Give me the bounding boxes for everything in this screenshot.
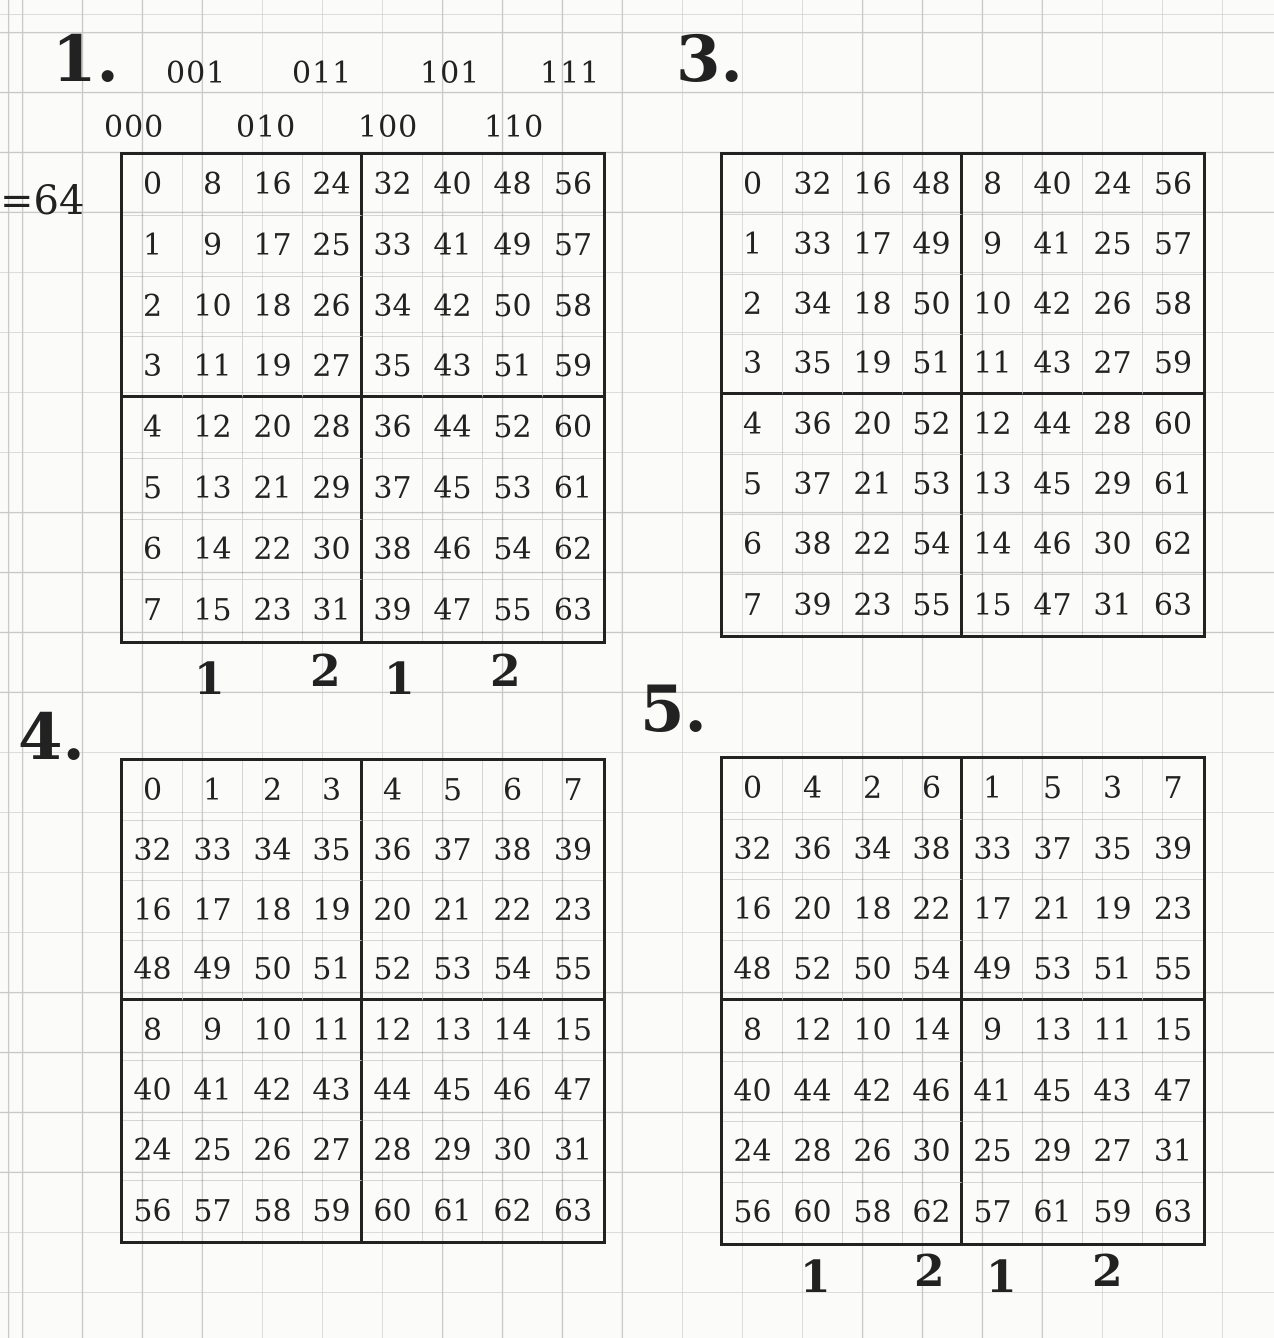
table-cell: 52	[903, 395, 963, 455]
table-cell: 36	[783, 820, 843, 881]
table-cell: 10	[963, 275, 1023, 335]
table-cell: 39	[1143, 820, 1203, 881]
table-cell: 53	[483, 459, 543, 520]
table-cell: 18	[843, 880, 903, 941]
table-cell: 62	[483, 1181, 543, 1241]
table-cell: 16	[123, 881, 183, 941]
table-cell: 5	[1023, 759, 1083, 820]
table-cell: 61	[1143, 455, 1203, 515]
table-cell: 8	[723, 1001, 783, 1062]
table-cell: 29	[303, 459, 363, 520]
table-cell: 23	[1143, 880, 1203, 941]
table-cell: 10	[843, 1001, 903, 1062]
table-cell: 39	[363, 580, 423, 641]
table-cell: 13	[423, 1001, 483, 1061]
table-cell: 44	[783, 1062, 843, 1123]
table-cell: 11	[1083, 1001, 1143, 1062]
table-cell: 39	[543, 821, 603, 881]
table-cell: 35	[303, 821, 363, 881]
table-cell: 21	[843, 455, 903, 515]
table-cell: 15	[543, 1001, 603, 1061]
section-3-label: 3.	[676, 22, 743, 97]
table-cell: 1	[723, 215, 783, 275]
table-cell: 17	[963, 880, 1023, 941]
footer-label: 2	[1092, 1246, 1123, 1297]
table-cell: 1	[123, 216, 183, 277]
table-cell: 44	[1023, 395, 1083, 455]
table-cell: 34	[243, 821, 303, 881]
table-cell: 47	[1023, 575, 1083, 635]
table-cell: 24	[1083, 155, 1143, 215]
table-cell: 7	[723, 575, 783, 635]
table-cell: 4	[723, 395, 783, 455]
table-cell: 12	[183, 398, 243, 459]
table-cell: 59	[1143, 335, 1203, 395]
table-cell: 33	[963, 820, 1023, 881]
table-cell: 32	[783, 155, 843, 215]
table-cell: 14	[183, 520, 243, 581]
table-cell: 57	[543, 216, 603, 277]
table-cell: 3	[723, 335, 783, 395]
table-cell: 41	[183, 1061, 243, 1121]
table-cell: 38	[483, 821, 543, 881]
table-cell: 33	[363, 216, 423, 277]
table-cell: 40	[123, 1061, 183, 1121]
table-cell: 43	[423, 337, 483, 398]
table-cell: 37	[783, 455, 843, 515]
table-cell: 21	[1023, 880, 1083, 941]
table-cell: 62	[1143, 515, 1203, 575]
table-cell: 52	[783, 941, 843, 1002]
table-cell: 59	[303, 1181, 363, 1241]
table-cell: 24	[123, 1121, 183, 1181]
section-5-label: 5.	[640, 672, 707, 747]
table-cell: 16	[243, 155, 303, 216]
table-cell: 19	[1083, 880, 1143, 941]
table-cell: 57	[183, 1181, 243, 1241]
table-cell: 56	[723, 1183, 783, 1244]
table-cell: 1	[183, 761, 243, 821]
table-cell: 11	[183, 337, 243, 398]
table-cell: 10	[183, 277, 243, 338]
table-cell: 47	[423, 580, 483, 641]
footer-label: 1	[800, 1252, 831, 1303]
table-section-3	[720, 152, 1206, 638]
table-cell: 23	[243, 580, 303, 641]
table-cell: 28	[783, 1122, 843, 1183]
table-cell: 19	[243, 337, 303, 398]
table-cell: 35	[363, 337, 423, 398]
table-cell: 9	[963, 1001, 1023, 1062]
table-cell: 17	[843, 215, 903, 275]
section-1-label: 1.	[52, 22, 119, 97]
table-cell: 53	[1023, 941, 1083, 1002]
table-cell: 37	[1023, 820, 1083, 881]
footer-label: 2	[490, 646, 521, 697]
table-cell: 42	[843, 1062, 903, 1123]
table-cell: 16	[843, 155, 903, 215]
table-cell: 54	[483, 941, 543, 1001]
table-cell: 46	[423, 520, 483, 581]
table-cell: 20	[243, 398, 303, 459]
table-cell: 8	[123, 1001, 183, 1061]
bit-label: 110	[484, 110, 545, 145]
table-cell: 0	[123, 761, 183, 821]
table-cell: 4	[123, 398, 183, 459]
table-cell: 3	[303, 761, 363, 821]
table-cell: 37	[423, 821, 483, 881]
table-cell: 27	[303, 337, 363, 398]
table-cell: 10	[243, 1001, 303, 1061]
table-cell: 15	[1143, 1001, 1203, 1062]
table-cell: 0	[723, 155, 783, 215]
table-cell: 30	[483, 1121, 543, 1181]
table-cell: 9	[183, 216, 243, 277]
table-cell: 5	[423, 761, 483, 821]
table-cell: 22	[243, 520, 303, 581]
table-cell: 40	[723, 1062, 783, 1123]
table-cell: 27	[1083, 1122, 1143, 1183]
table-cell: 3	[123, 337, 183, 398]
table-cell: 63	[1153, 1195, 1193, 1231]
table-cell: 53	[423, 941, 483, 1001]
table-cell: 9	[183, 1001, 243, 1061]
footer-label: 1	[986, 1252, 1017, 1303]
table-cell: 37	[363, 459, 423, 520]
bit-label: 000	[104, 110, 165, 145]
table-cell: 29	[1083, 455, 1143, 515]
table-cell: 26	[1083, 275, 1143, 335]
table-cell: 56	[123, 1181, 183, 1241]
table-cell: 49	[963, 941, 1023, 1002]
table-cell: 46	[903, 1062, 963, 1123]
table-cell: 41	[963, 1062, 1023, 1123]
table-cell: 55	[903, 575, 963, 635]
bit-label: 111	[540, 56, 601, 91]
table-cell: 63	[1153, 587, 1193, 623]
table-cell: 61	[423, 1181, 483, 1241]
table-cell: 45	[423, 1061, 483, 1121]
table-cell: 38	[783, 515, 843, 575]
table-cell: 55	[543, 941, 603, 1001]
table-cell: 40	[1023, 155, 1083, 215]
table-cell: 23	[843, 575, 903, 635]
footer-label: 1	[194, 654, 225, 705]
section-4-label: 4.	[18, 700, 85, 775]
table-cell: 25	[1083, 215, 1143, 275]
table-cell: 62	[543, 520, 603, 581]
table-cell: 63	[553, 1193, 593, 1229]
table-cell: 22	[843, 515, 903, 575]
bit-label: 010	[236, 110, 297, 145]
table-cell: 20	[843, 395, 903, 455]
table-cell: 55	[483, 580, 543, 641]
table-cell: 46	[1023, 515, 1083, 575]
table-cell: 27	[303, 1121, 363, 1181]
bit-label: 001	[166, 56, 227, 91]
table-cell: 29	[423, 1121, 483, 1181]
table-cell: 22	[483, 881, 543, 941]
table-cell: 34	[363, 277, 423, 338]
table-cell: 36	[363, 821, 423, 881]
table-cell: 60	[783, 1183, 843, 1244]
table-cell: 17	[243, 216, 303, 277]
table-cell: 43	[1023, 335, 1083, 395]
table-cell: 33	[183, 821, 243, 881]
table-cell: 13	[963, 455, 1023, 515]
table-cell: 6	[903, 759, 963, 820]
table-cell: 60	[363, 1181, 423, 1241]
table-cell: 14	[903, 1001, 963, 1062]
table-cell: 2	[123, 277, 183, 338]
table-cell: 61	[543, 459, 603, 520]
table-cell: 16	[723, 880, 783, 941]
table-cell: 42	[423, 277, 483, 338]
table-cell: 35	[783, 335, 843, 395]
table-cell: 49	[903, 215, 963, 275]
table-cell: 14	[483, 1001, 543, 1061]
table-cell: 25	[303, 216, 363, 277]
table-cell: 38	[363, 520, 423, 581]
table-cell: 17	[183, 881, 243, 941]
table-cell: 41	[423, 216, 483, 277]
table-cell: 19	[843, 335, 903, 395]
table-cell: 58	[543, 277, 603, 338]
table-cell: 36	[363, 398, 423, 459]
table-cell: 13	[1023, 1001, 1083, 1062]
table-cell: 62	[903, 1183, 963, 1244]
table-cell: 31	[1143, 1122, 1203, 1183]
footer-label: 1	[384, 654, 415, 705]
table-cell: 6	[123, 520, 183, 581]
table-cell: 11	[303, 1001, 363, 1061]
table-cell: 58	[843, 1183, 903, 1244]
table-cell: 63	[553, 593, 593, 629]
table-cell: 31	[303, 580, 363, 641]
table-cell: 24	[303, 155, 363, 216]
table-cell: 14	[963, 515, 1023, 575]
table-cell: 43	[303, 1061, 363, 1121]
table-cell: 1	[963, 759, 1023, 820]
table-cell: 59	[1083, 1183, 1143, 1244]
table-cell: 2	[723, 275, 783, 335]
table-cell: 26	[243, 1121, 303, 1181]
table-cell: 43	[1083, 1062, 1143, 1123]
table-cell: 11	[963, 335, 1023, 395]
table-cell: 31	[1083, 575, 1143, 635]
table-cell: 58	[1143, 275, 1203, 335]
footer-label: 2	[310, 646, 341, 697]
table-cell: 27	[1083, 335, 1143, 395]
table-cell: 41	[1023, 215, 1083, 275]
table-cell: 12	[783, 1001, 843, 1062]
table-cell: 60	[543, 398, 603, 459]
table-cell: 15	[963, 575, 1023, 635]
table-cell: 45	[1023, 455, 1083, 515]
table-cell: 51	[303, 941, 363, 1001]
table-cell: 2	[843, 759, 903, 820]
table-cell: 48	[483, 155, 543, 216]
table-cell: 28	[1083, 395, 1143, 455]
table-cell: 56	[1143, 155, 1203, 215]
table-cell: 48	[903, 155, 963, 215]
table-cell: 56	[543, 155, 603, 216]
table-cell: 28	[363, 1121, 423, 1181]
table-cell: 31	[543, 1121, 603, 1181]
table-cell: 32	[363, 155, 423, 216]
table-cell: 20	[783, 880, 843, 941]
table-cell: 26	[843, 1122, 903, 1183]
table-cell: 6	[723, 515, 783, 575]
table-cell: 54	[903, 941, 963, 1002]
table-cell: 47	[1143, 1062, 1203, 1123]
table-cell: 6	[483, 761, 543, 821]
table-cell: 55	[1143, 941, 1203, 1002]
table-cell: 34	[783, 275, 843, 335]
table-cell: 50	[843, 941, 903, 1002]
bit-label: 100	[358, 110, 419, 145]
footer-label: 2	[914, 1246, 945, 1297]
table-cell: 40	[423, 155, 483, 216]
table-cell: 20	[363, 881, 423, 941]
table-cell: 49	[183, 941, 243, 1001]
table-cell: 25	[183, 1121, 243, 1181]
table-cell: 44	[363, 1061, 423, 1121]
table-cell: 29	[1023, 1122, 1083, 1183]
table-cell: 5	[123, 459, 183, 520]
table-cell: 51	[1083, 941, 1143, 1002]
table-cell: 42	[1023, 275, 1083, 335]
table-cell: 58	[243, 1181, 303, 1241]
table-cell: 13	[183, 459, 243, 520]
table-cell: 52	[363, 941, 423, 1001]
table-cell: 7	[1143, 759, 1203, 820]
table-cell: 34	[843, 820, 903, 881]
table-cell: 8	[183, 155, 243, 216]
table-cell: 39	[783, 575, 843, 635]
table-cell: 9	[963, 215, 1023, 275]
table-cell: 33	[783, 215, 843, 275]
table-cell: 36	[783, 395, 843, 455]
table-cell: 54	[903, 515, 963, 575]
table-cell: 18	[243, 881, 303, 941]
table-cell: 0	[123, 155, 183, 216]
table-cell: 59	[543, 337, 603, 398]
table-cell: 32	[123, 821, 183, 881]
table-cell: 0	[723, 759, 783, 820]
table-cell: 42	[243, 1061, 303, 1121]
table-cell: 15	[183, 580, 243, 641]
table-cell: 30	[1083, 515, 1143, 575]
table-cell: 49	[483, 216, 543, 277]
table-cell: 28	[303, 398, 363, 459]
table-cell: 18	[843, 275, 903, 335]
table-cell: 50	[483, 277, 543, 338]
table-cell: 4	[363, 761, 423, 821]
table-cell: 57	[963, 1183, 1023, 1244]
table-cell: 30	[303, 520, 363, 581]
table-cell: 50	[243, 941, 303, 1001]
table-cell: 4	[783, 759, 843, 820]
table-cell: 12	[963, 395, 1023, 455]
table-cell: 18	[243, 277, 303, 338]
table-section-4	[120, 758, 606, 1244]
table-cell: 38	[903, 820, 963, 881]
table-cell: 46	[483, 1061, 543, 1121]
table-cell: 2	[243, 761, 303, 821]
table-cell: 21	[243, 459, 303, 520]
table-cell: 30	[903, 1122, 963, 1183]
table-cell: 48	[123, 941, 183, 1001]
table-cell: 25	[963, 1122, 1023, 1183]
table-cell: 19	[303, 881, 363, 941]
table-cell: 3	[1083, 759, 1143, 820]
table-cell: 54	[483, 520, 543, 581]
table-cell: 60	[1143, 395, 1203, 455]
bit-label: 011	[292, 56, 353, 91]
table-cell: 61	[1023, 1183, 1083, 1244]
bit-label: 101	[420, 56, 481, 91]
table-cell: 23	[543, 881, 603, 941]
table-cell: 24	[723, 1122, 783, 1183]
table-cell: 45	[423, 459, 483, 520]
table-section-5	[720, 756, 1206, 1246]
table-cell: 7	[123, 580, 183, 641]
table-cell: 35	[1083, 820, 1143, 881]
table-cell: 22	[903, 880, 963, 941]
table-cell: 51	[483, 337, 543, 398]
table-section-1	[120, 152, 606, 644]
table-cell: 32	[723, 820, 783, 881]
table-cell: 47	[543, 1061, 603, 1121]
table-cell: 21	[423, 881, 483, 941]
table-cell: 48	[723, 941, 783, 1002]
table-cell: 51	[903, 335, 963, 395]
table-cell: 53	[903, 455, 963, 515]
table-cell: 57	[1143, 215, 1203, 275]
table-cell: 8	[963, 155, 1023, 215]
side-label: =64	[0, 178, 85, 224]
table-cell: 12	[363, 1001, 423, 1061]
table-cell: 26	[303, 277, 363, 338]
table-cell: 5	[723, 455, 783, 515]
table-cell: 52	[483, 398, 543, 459]
table-cell: 45	[1023, 1062, 1083, 1123]
table-cell: 50	[903, 275, 963, 335]
table-cell: 7	[543, 761, 603, 821]
table-cell: 44	[423, 398, 483, 459]
